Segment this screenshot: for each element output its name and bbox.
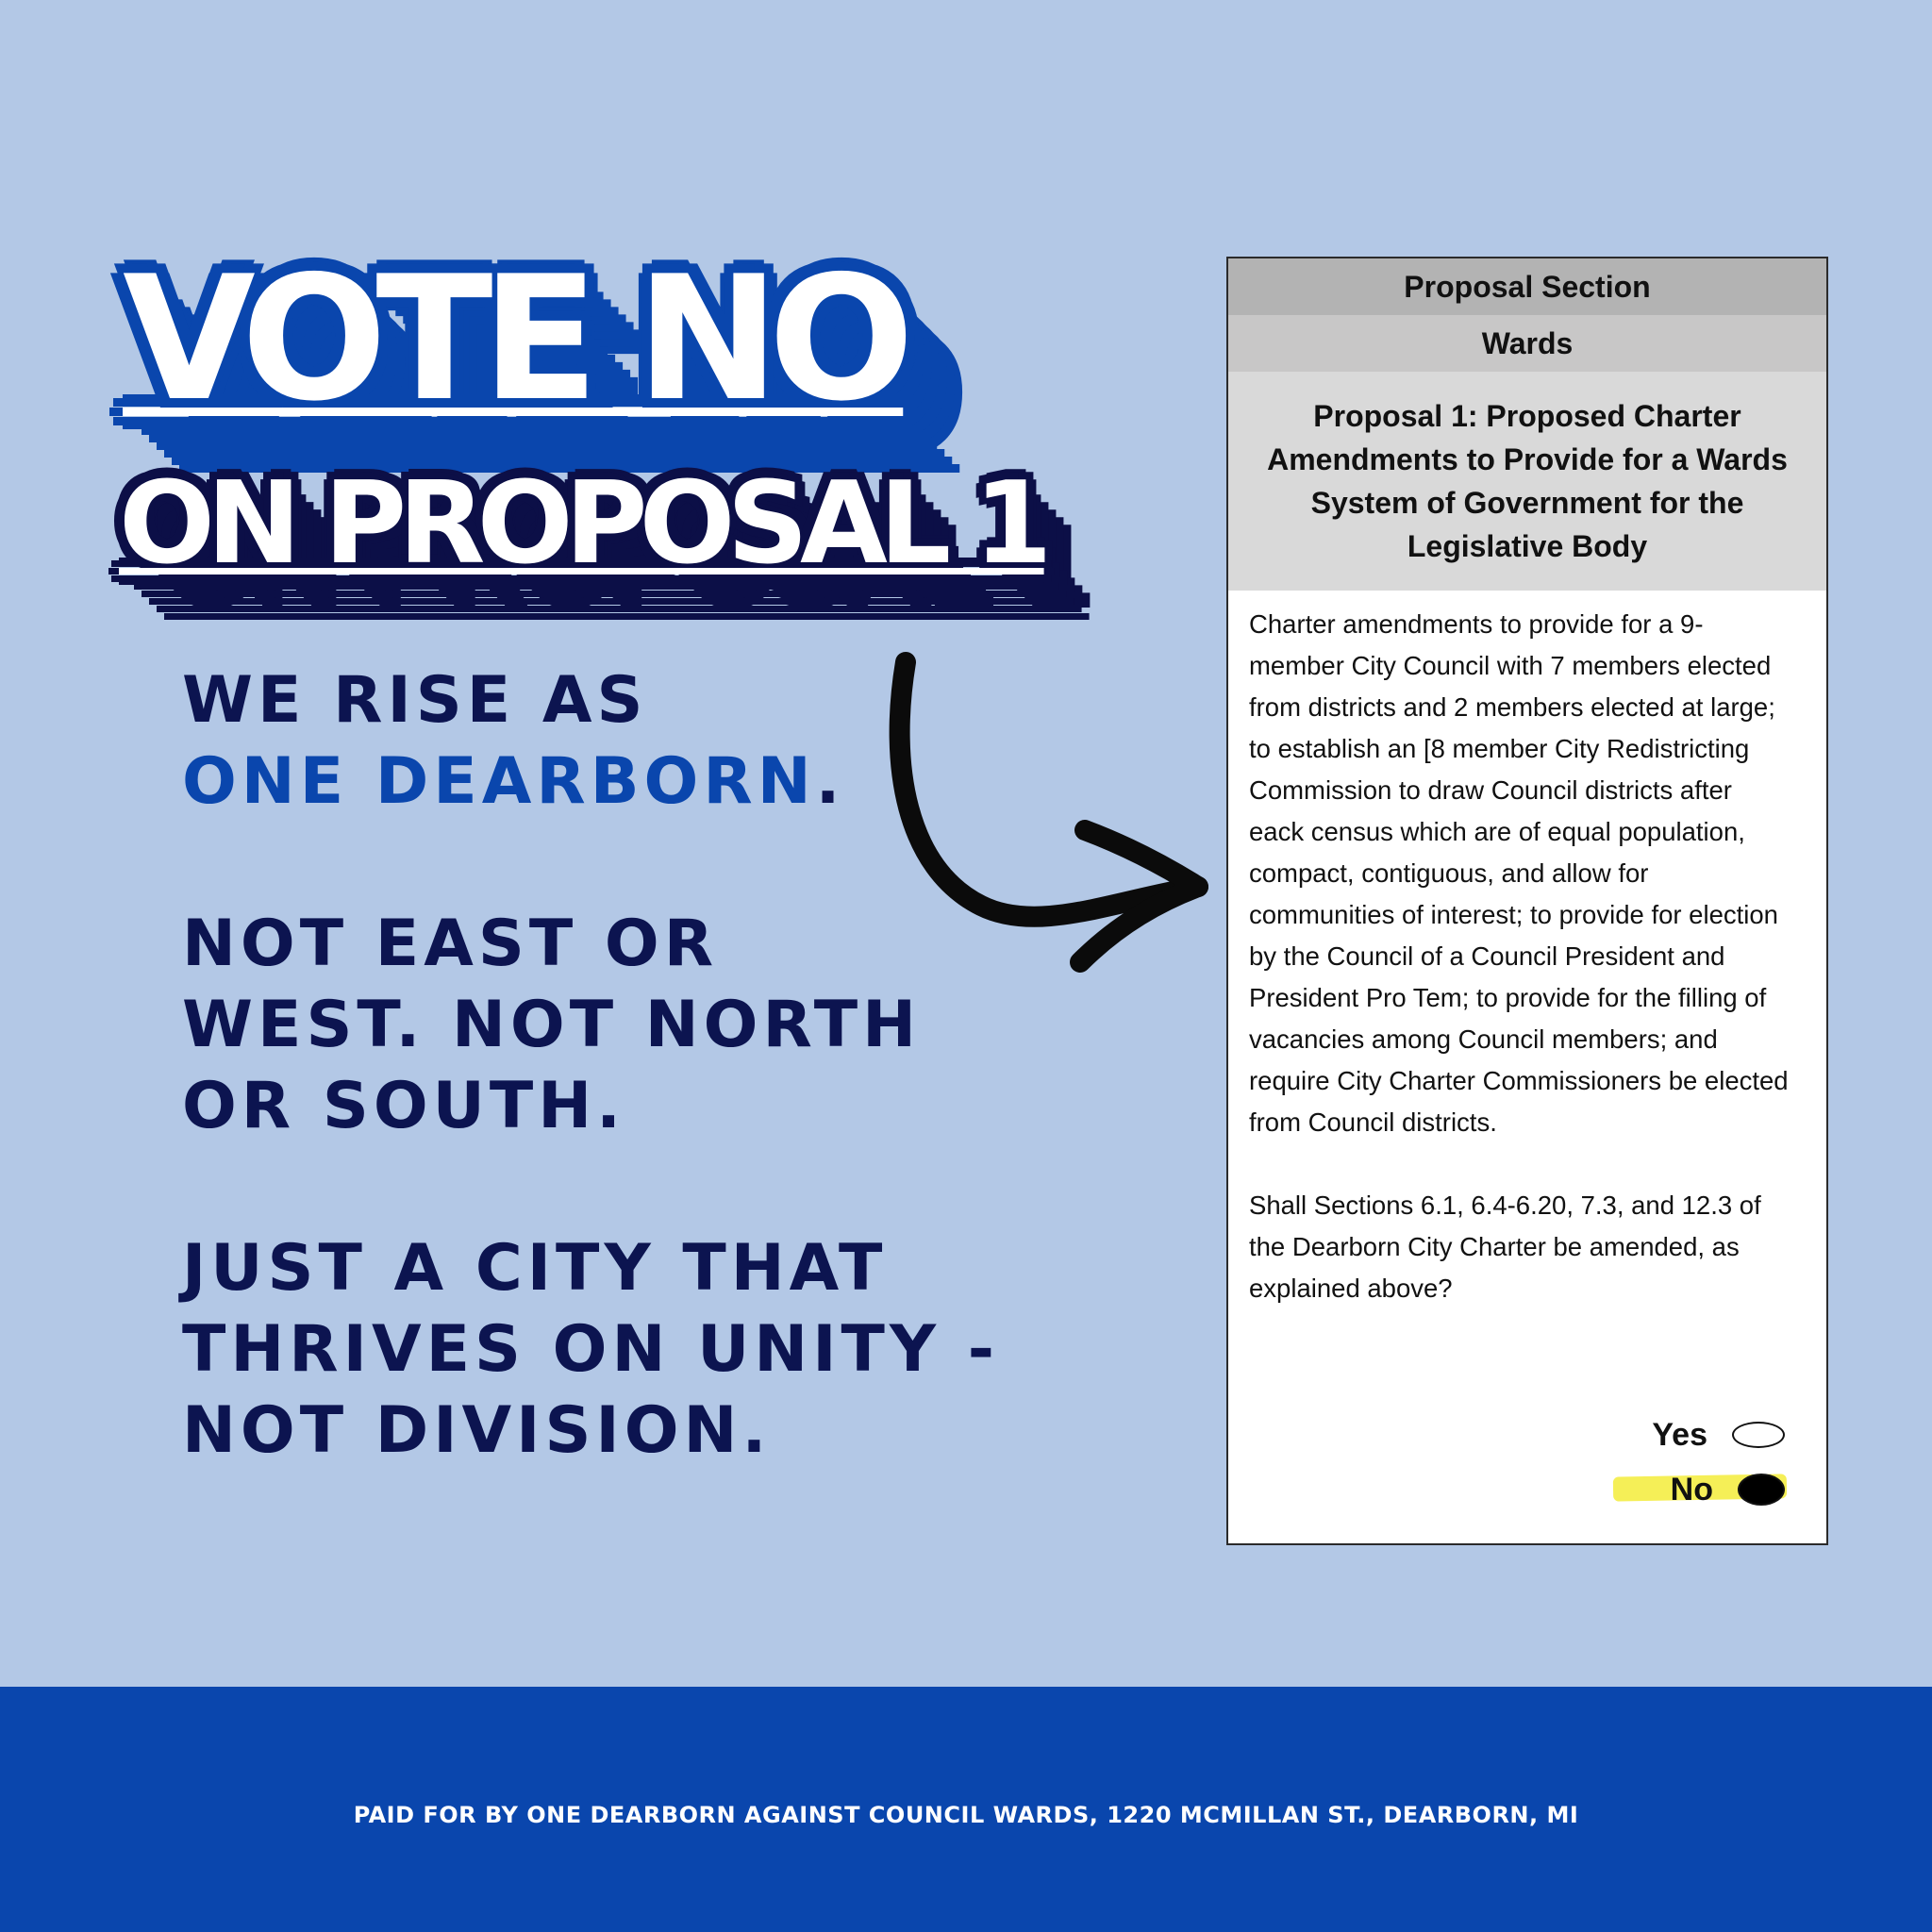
ballot-title-line: Legislative Body xyxy=(1407,529,1648,563)
message-line: THRIVES ON UNITY - xyxy=(182,1312,1000,1387)
ballot-choices xyxy=(1577,1407,1785,1517)
message-line: OR SOUTH. xyxy=(182,1069,625,1143)
ballot-title-line: Amendments to Provide for a Wards xyxy=(1267,442,1788,476)
ballot-text-line: eack census which are of equal population, xyxy=(1249,817,1745,846)
ballot-text-line: by the Council of a Council President and xyxy=(1249,941,1725,971)
ballot-title-line: System of Government for the xyxy=(1310,486,1744,520)
ballot-card xyxy=(1226,257,1828,1545)
paid-for-disclaimer: PAID FOR BY ONE DEARBORN AGAINST COUNCIL WARDS, 1220 MCMILLAN ST., DEARBORN, MI xyxy=(353,1802,1579,1828)
ballot-text-line: from districts and 2 members elected at large; xyxy=(1249,692,1775,722)
ballot-text-line: Charter amendments to provide for a 9- xyxy=(1249,609,1704,639)
choice-yes-label: Yes xyxy=(1652,1416,1707,1453)
ballot-text-line: compact, contiguous, and allow for xyxy=(1249,858,1649,888)
ballot-question-line: the Dearborn City Charter be amended, as xyxy=(1249,1232,1740,1261)
ballot-proposal-title xyxy=(1228,372,1826,591)
choice-yes-oval[interactable] xyxy=(1732,1422,1785,1448)
ballot-text-line: Commission to draw Council districts after xyxy=(1249,775,1732,805)
message-line: NOT EAST OR xyxy=(182,907,719,981)
headline-on-proposal: ON PROPOSAL 1 xyxy=(119,458,1044,590)
ballot-question-line: Shall Sections 6.1, 6.4-6.20, 7.3, and 12.3 of xyxy=(1249,1191,1761,1220)
ballot-section-header: Proposal Section xyxy=(1228,258,1826,315)
ballot-subsection-header: Wards xyxy=(1228,315,1826,372)
ballot-title-line: Proposal 1: Proposed Charter xyxy=(1313,399,1741,433)
choice-no-label: No xyxy=(1670,1471,1713,1507)
ballot-text-line: to establish an [8 member City Redistricting xyxy=(1249,734,1750,763)
ballot-text-line: member City Council with 7 members elected xyxy=(1249,651,1772,680)
curved-arrow-icon xyxy=(877,651,1217,991)
choice-yes[interactable] xyxy=(1577,1407,1785,1462)
message-line: WEST. NOT NORTH xyxy=(182,988,922,1062)
ballot-text-line: vacancies among Council members; and xyxy=(1249,1024,1718,1054)
ballot-text-line: President Pro Tem; to provide for the filling of xyxy=(1249,983,1767,1012)
choice-no[interactable] xyxy=(1577,1462,1785,1517)
headline-vote-no: VOTE NO xyxy=(123,239,904,439)
message-period: . xyxy=(815,744,845,819)
message-line: WE RISE AS xyxy=(182,663,648,738)
ballot-text-line: from Council districts. xyxy=(1249,1108,1497,1137)
message-line: JUST A CITY THAT xyxy=(182,1231,888,1306)
ballot-question-line: explained above? xyxy=(1249,1274,1453,1303)
ballot-description xyxy=(1228,591,1826,1309)
choice-no-oval-filled[interactable] xyxy=(1738,1474,1785,1506)
ballot-text-line: communities of interest; to provide for election xyxy=(1249,900,1778,929)
message-accent: ONE DEARBORN xyxy=(182,744,816,819)
ballot-text-line: require City Charter Commissioners be elected xyxy=(1249,1066,1789,1095)
message-line: NOT DIVISION. xyxy=(182,1393,772,1468)
